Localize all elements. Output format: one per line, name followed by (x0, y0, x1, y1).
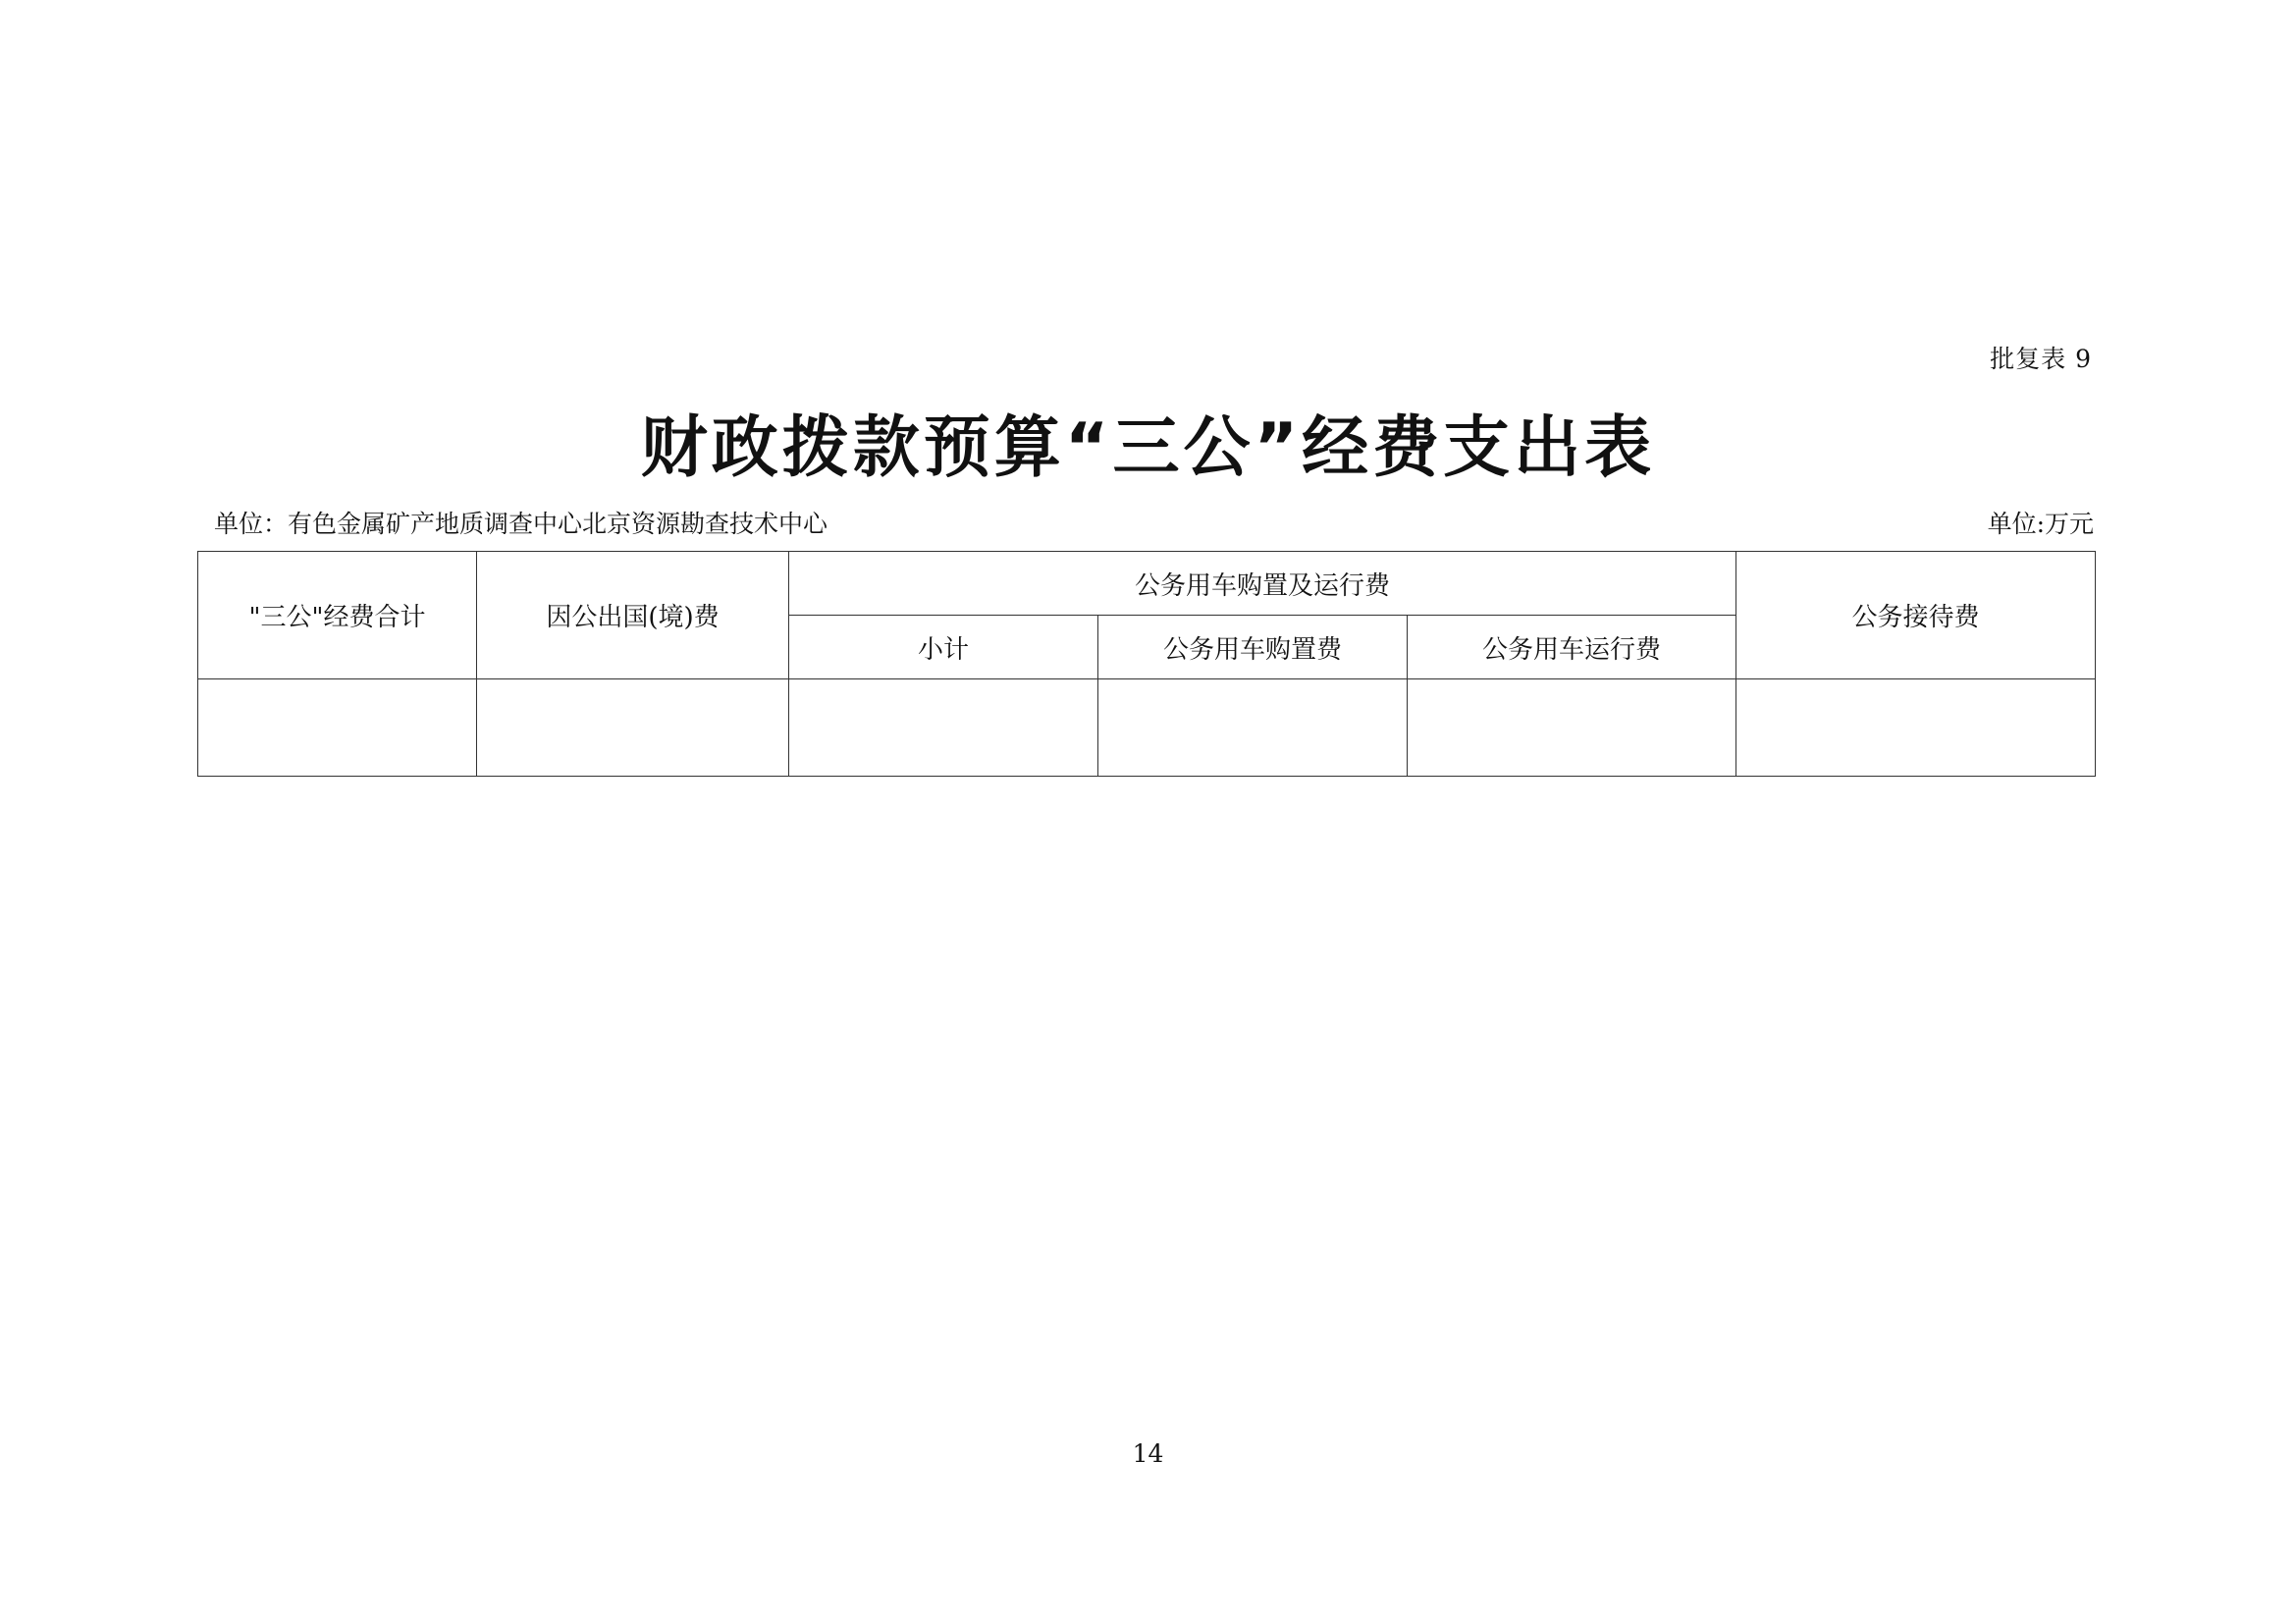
page-number: 14 (1132, 1439, 1164, 1468)
cell-reception-expense (1736, 679, 2096, 777)
cell-vehicle-purchase (1098, 679, 1408, 777)
page-title: 财政拨款预算“三公”经费支出表 (640, 409, 1656, 487)
table-row (198, 679, 2096, 777)
header-abroad-expense: 因公出国(境)费 (477, 552, 789, 679)
expense-table (197, 551, 2096, 777)
header-vehicle-subtotal: 小计 (789, 616, 1098, 679)
cell-three-public-total (198, 679, 477, 777)
header-vehicle-purchase: 公务用车购置费 (1098, 616, 1408, 679)
header-three-public-total: "三公"经费合计 (198, 552, 477, 679)
cell-abroad-expense (477, 679, 789, 777)
table-header-row (198, 552, 2096, 616)
header-reception-expense: 公务接待费 (1736, 552, 2096, 679)
cell-vehicle-subtotal (789, 679, 1098, 777)
header-vehicle-operation: 公务用车运行费 (1408, 616, 1736, 679)
unit-organization: 单位：有色金属矿产地质调查中心北京资源勘查技术中心 (214, 510, 828, 538)
unit-currency: 单位:万元 (1987, 510, 2094, 538)
cell-vehicle-operation (1408, 679, 1736, 777)
table-reference-label: 批复表 9 (1990, 345, 2092, 373)
header-vehicle-group: 公务用车购置及运行费 (789, 552, 1736, 616)
